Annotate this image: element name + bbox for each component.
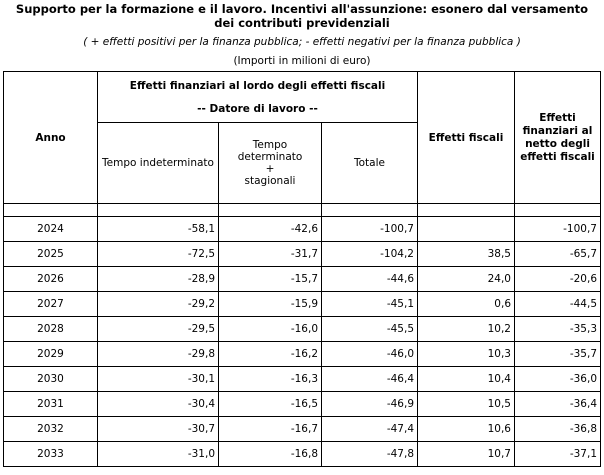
header-net-effects xyxy=(515,72,601,204)
header-effetti-fiscali: Effetti fiscali xyxy=(418,72,515,204)
cell-anno: 2026 xyxy=(4,267,98,292)
table-row xyxy=(4,292,601,317)
cell-anno: 2025 xyxy=(4,242,98,267)
cell-totale: -47,4 xyxy=(322,417,418,442)
header-net-line-3: netto degli xyxy=(525,137,590,150)
cell-effetti-fiscali: 10,7 xyxy=(418,442,515,467)
cell-anno: 2030 xyxy=(4,367,98,392)
cell-totale: -100,7 xyxy=(322,217,418,242)
cell-effetti-fiscali xyxy=(418,217,515,242)
cell-anno: 2033 xyxy=(4,442,98,467)
cell-netto: -36,4 xyxy=(515,392,601,417)
cell-indeterminato: -28,9 xyxy=(98,267,219,292)
cell-effetti-fiscali: 10,5 xyxy=(418,392,515,417)
header-anno: Anno xyxy=(4,72,98,204)
cell-indeterminato: -30,7 xyxy=(98,417,219,442)
cell-determinato: -16,2 xyxy=(219,342,322,367)
table-row xyxy=(4,367,601,392)
header-gross-effects-title: Effetti finanziari al lordo degli effetti fiscali xyxy=(129,80,386,92)
cell-netto: -35,3 xyxy=(515,317,601,342)
cell-effetti-fiscali: 10,3 xyxy=(418,342,515,367)
cell-effetti-fiscali: 10,6 xyxy=(418,417,515,442)
header-net-line-2: finanziari al xyxy=(522,124,593,137)
cell-netto: -44,5 xyxy=(515,292,601,317)
cell-effetti-fiscali: 10,2 xyxy=(418,317,515,342)
cell-netto: -65,7 xyxy=(515,242,601,267)
cell-indeterminato: -29,2 xyxy=(98,292,219,317)
document-title: Supporto per la formazione e il lavoro. Incentivi all'assunzione: esonero dal versamento dei contributi previdenziali xyxy=(15,2,589,30)
header-det-line-3: + xyxy=(265,163,275,175)
header-net-line-4: effetti fiscali xyxy=(520,150,595,163)
cell-determinato: -15,9 xyxy=(219,292,322,317)
cell-indeterminato: -31,0 xyxy=(98,442,219,467)
cell-anno: 2029 xyxy=(4,342,98,367)
header-gross-effects-group xyxy=(98,72,418,123)
cell-anno: 2028 xyxy=(4,317,98,342)
table-row xyxy=(4,242,601,267)
table-row xyxy=(4,267,601,292)
cell-effetti-fiscali: 10,4 xyxy=(418,367,515,392)
financial-effects-table xyxy=(3,71,601,467)
header-totale: Totale xyxy=(322,123,418,204)
cell-totale: -46,4 xyxy=(322,367,418,392)
header-tempo-determinato xyxy=(219,123,322,204)
table-row xyxy=(4,417,601,442)
cell-determinato: -16,7 xyxy=(219,417,322,442)
header-tempo-indeterminato: Tempo indeterminato xyxy=(98,123,219,204)
table-row xyxy=(4,342,601,367)
cell-netto: -36,0 xyxy=(515,367,601,392)
document-subtitle: ( + effetti positivi per la finanza pubblica; - effetti negativi per la finanza pubblica ) xyxy=(83,36,521,48)
cell-indeterminato: -58,1 xyxy=(98,217,219,242)
cell-netto: -20,6 xyxy=(515,267,601,292)
header-det-line-4: stagionali xyxy=(244,175,296,187)
cell-anno: 2027 xyxy=(4,292,98,317)
cell-totale: -44,6 xyxy=(322,267,418,292)
cell-totale: -104,2 xyxy=(322,242,418,267)
cell-totale: -46,9 xyxy=(322,392,418,417)
cell-determinato: -16,8 xyxy=(219,442,322,467)
cell-indeterminato: -29,5 xyxy=(98,317,219,342)
header-det-line-1: Tempo xyxy=(252,139,288,151)
cell-effetti-fiscali: 0,6 xyxy=(418,292,515,317)
cell-determinato: -42,6 xyxy=(219,217,322,242)
header-spacer-row xyxy=(4,204,601,217)
cell-totale: -47,8 xyxy=(322,442,418,467)
cell-indeterminato: -30,4 xyxy=(98,392,219,417)
header-employer-subtitle: -- Datore di lavoro -- xyxy=(197,103,318,115)
cell-determinato: -31,7 xyxy=(219,242,322,267)
cell-determinato: -15,7 xyxy=(219,267,322,292)
table-row xyxy=(4,392,601,417)
cell-netto: -35,7 xyxy=(515,342,601,367)
cell-indeterminato: -29,8 xyxy=(98,342,219,367)
units-note: (Importi in milioni di euro) xyxy=(233,55,371,67)
cell-determinato: -16,3 xyxy=(219,367,322,392)
cell-totale: -46,0 xyxy=(322,342,418,367)
cell-determinato: -16,0 xyxy=(219,317,322,342)
cell-netto: -36,8 xyxy=(515,417,601,442)
cell-indeterminato: -30,1 xyxy=(98,367,219,392)
header-net-line-1: Effetti xyxy=(539,111,576,124)
cell-anno: 2024 xyxy=(4,217,98,242)
table-row xyxy=(4,442,601,467)
cell-netto: -100,7 xyxy=(515,217,601,242)
cell-netto: -37,1 xyxy=(515,442,601,467)
cell-indeterminato: -72,5 xyxy=(98,242,219,267)
table-row xyxy=(4,317,601,342)
cell-anno: 2031 xyxy=(4,392,98,417)
header-det-line-2: determinato xyxy=(237,151,303,163)
cell-effetti-fiscali: 38,5 xyxy=(418,242,515,267)
cell-totale: -45,5 xyxy=(322,317,418,342)
table-row xyxy=(4,217,601,242)
cell-anno: 2032 xyxy=(4,417,98,442)
cell-effetti-fiscali: 24,0 xyxy=(418,267,515,292)
table-body xyxy=(4,217,601,467)
cell-totale: -45,1 xyxy=(322,292,418,317)
cell-determinato: -16,5 xyxy=(219,392,322,417)
